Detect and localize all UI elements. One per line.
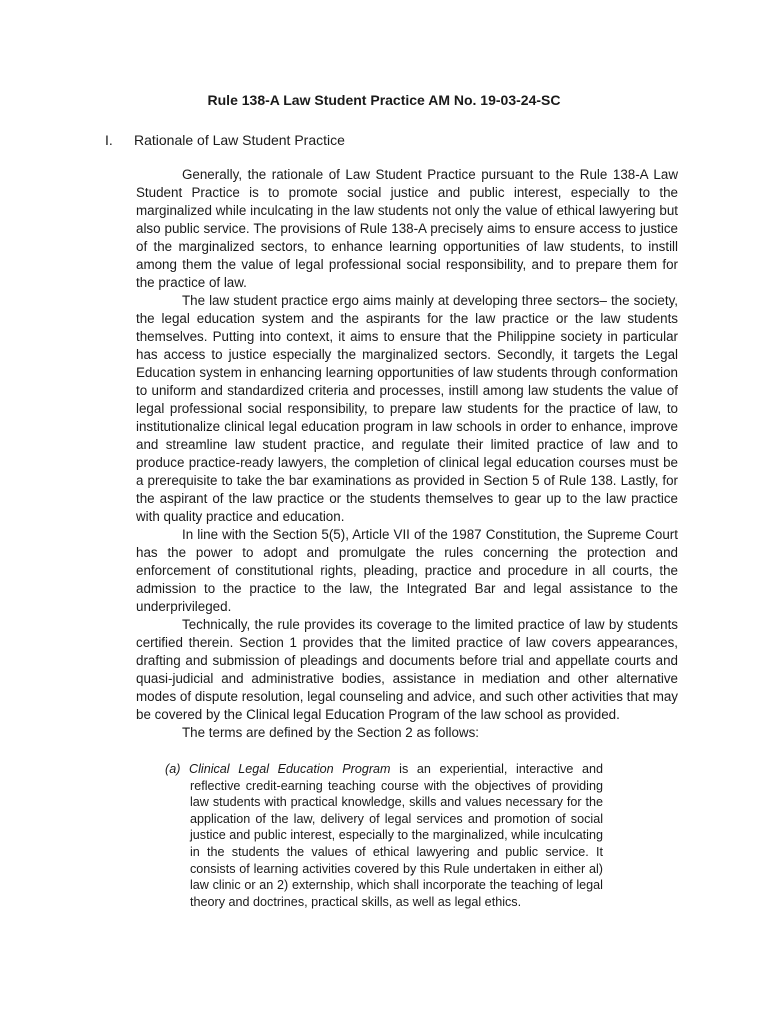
section-title: Rationale of Law Student Practice bbox=[134, 132, 345, 148]
document-title: Rule 138-A Law Student Practice AM No. 19-03-24-SC bbox=[207, 92, 561, 108]
definition-label: (a) bbox=[165, 762, 181, 776]
paragraph-coverage: Technically, the rule provides its coverage to the limited practice of law by students certified therein. Section 1 provides that the limited practice of law covers appearances, drafting and submission of pleadings and documents before trial and appellate courts and quasi-judicial and administrative bodies, assistance in mediation and other alternative modes of dispute resolution, legal counseling and advice, and such other activities that may be covered by the Clinical legal Education Program of the law school as provided. bbox=[136, 617, 678, 722]
definition-text: is an experiential, interactive and reflective credit-earning teaching course with the objectives of providing law students with practical knowledge, skills and values necessary for the application of the law, delivery of legal services and promotion of social justice and public interest, especially to the marginalized, while inculcating in the students the values of ethical lawyering and public service. It consists of learning activities covered by this Rule undertaken in either al) law clinic or an 2) externship, which shall incorporate the teaching of legal theory and doctrines, practical skills, as well as legal ethics. bbox=[190, 762, 603, 909]
paragraph-terms-intro: The terms are defined by the Section 2 as follows: bbox=[182, 725, 479, 740]
paragraph-sectors: The law student practice ergo aims mainly at developing three sectors– the society, the legal education system and the aspirants for the law practice or the law students themselves. Putting into context, it aims to ensure that the Philippine society in particular has access to justice especially the marginalized sectors. Secondly, it targets the Legal Education system in enhancing learning opportunities of law students through conformation to uniform and standardized criteria and processes, instill among law students the value of legal professional social responsibility, to prepare law students for the practice of law, to institutionalize clinical legal education program in law schools in order to enhance, improve and streamline law student practice, and regulate their limited practice of law and to produce practice-ready lawyers, the completion of clinical legal education courses must be a prerequisite to take the bar examinations as provided in Section 5 of Rule 138. Lastly, for the aspirant of the law practice or the students themselves to gear up to the law practice with quality practice and education. bbox=[136, 293, 678, 524]
paragraph-rationale: Generally, the rationale of Law Student Practice pursuant to the Rule 138-A Law Student Practice is to promote social justice and public interest, especially to the marginalized while inculcating in the law students not only the value of ethical lawyering but also public service. The provisions of Rule 138-A precisely aims to ensure access to justice of the marginalized sectors, to enhance learning opportunities of law students, to instill among them the value of legal professional social responsibility, and to prepare them for the practice of law. bbox=[136, 167, 678, 290]
section-heading bbox=[105, 131, 345, 149]
paragraph-constitution: In line with the Section 5(5), Article VII of the 1987 Constitution, the Supreme Court has the power to adopt and promulgate the rules concerning the protection and enforcement of constitutional rights, pleading, practice and procedure in all courts, the admission to the practice to the law, the Integrated Bar and legal assistance to the underprivileged. bbox=[136, 527, 678, 614]
definition-item bbox=[165, 761, 603, 910]
definition-content bbox=[165, 761, 603, 910]
definition-term: Clinical Legal Education Program bbox=[189, 762, 391, 776]
section-number: I. bbox=[105, 132, 113, 148]
body-text bbox=[136, 166, 678, 742]
